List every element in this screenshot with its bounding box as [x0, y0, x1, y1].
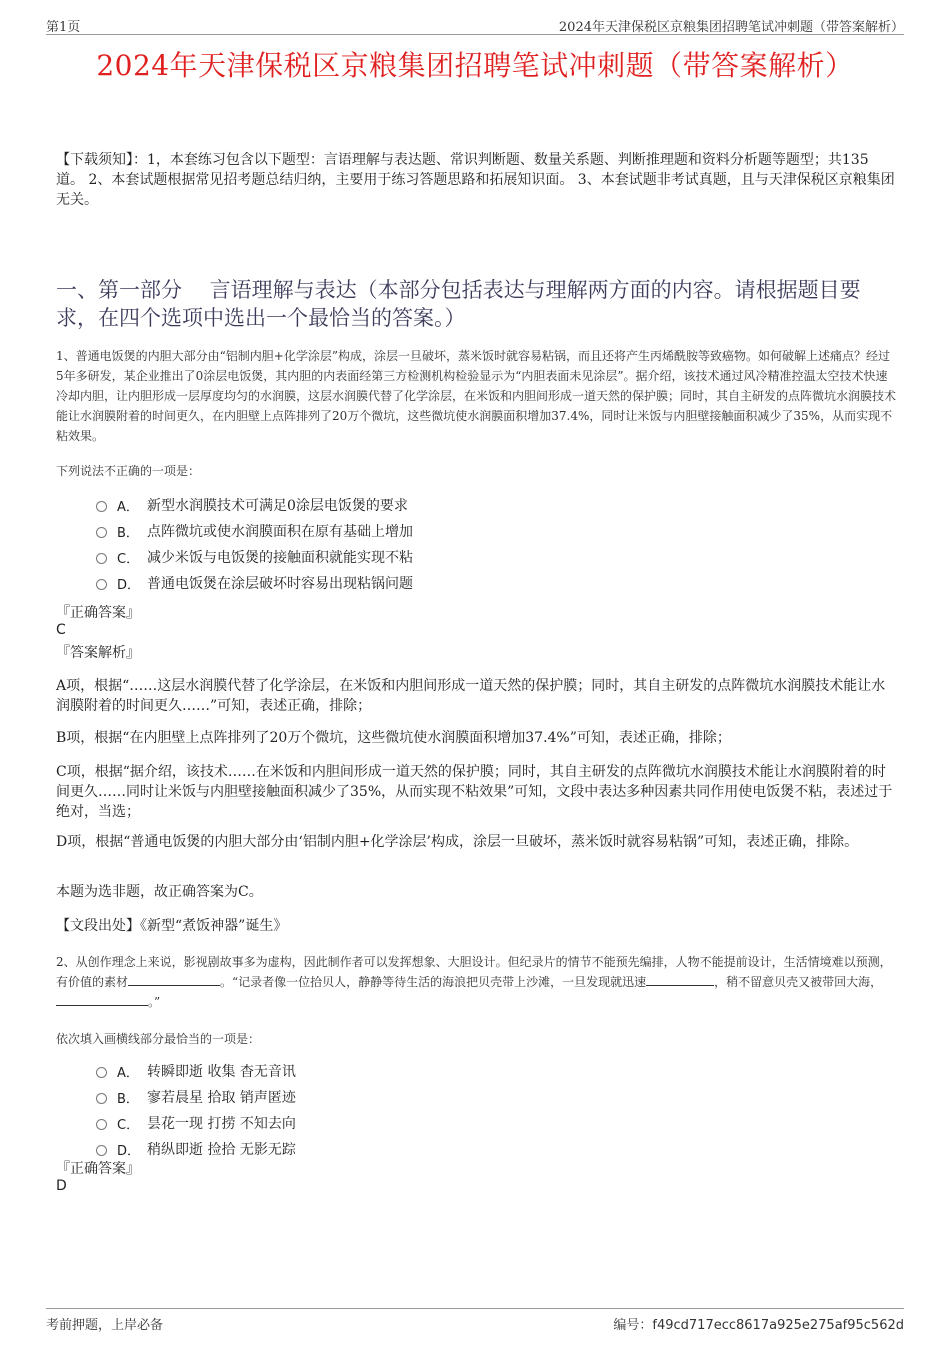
radio-icon[interactable] [96, 1067, 107, 1078]
footer-code: 编号：f49cd717ecc8617a925e275af95c562d [613, 1318, 904, 1333]
option-letter: A． [117, 499, 139, 515]
option-letter: C． [117, 1117, 140, 1133]
q2-answer-label: 『正确答案』 [56, 1161, 140, 1177]
q1-analysis-c: C项，根据“据介绍，该技术……在米饭和内胆间形成一道天然的保护膜；同时，其自主研发的点阵微坑水润膜技术能让水润膜附着的时间更久……同时让米饭与内胆壁接触面积减少了35%，从而实现不粘效果”可知，文段中表达多种因素共同作用使电饭煲不粘，表述过于绝对，当选； [56, 764, 893, 820]
q1-answer: C [56, 622, 66, 638]
q1-passage: 1、普通电饭煲的内胆大部分由“铝制内胆+化学涂层”构成，涂层一旦破坏，蒸米饭时就容易粘锅，而且还将产生丙烯酰胺等致癌物。如何破解上述痛点？经过5年多研发，某企业推出了0涂层电饭煲，其内胆的内表面经第三方检测机构检验显示为“内胆表面未见涂层”。据介绍，该技术通过风冷精准控温太空技术快速冷却内胆，让内胆形成一层厚度均匀的水润膜，这层水润膜代替了化学涂层，在米饭和内胆间形成一道天然的保护膜；同时，其自主研发的点阵微坑水润膜技术能让水润膜附着的时间更久，在内胆壁上点阵排列了20万个微坑，这些微坑使水润膜面积增加37.4%，同时让米饭与内胆壁接触面积减少了35%，从而实现不粘效果。 [56, 349, 897, 443]
option-letter: C． [117, 551, 140, 567]
radio-icon[interactable] [96, 1119, 107, 1130]
q1-option-d[interactable] [96, 570, 856, 596]
option-text: 减少米饭与电饭煲的接触面积就能实现不粘 [147, 550, 413, 566]
q1-analysis-a: A项，根据“……这层水润膜代替了化学涂层，在米饭和内胆间形成一道天然的保护膜；同时，其自主研发的点阵微坑水润膜技术能让水润膜附着的时间更久……”可知，表述正确，排除； [56, 678, 886, 714]
q2-option-b[interactable] [96, 1084, 856, 1110]
page-footer [46, 1308, 904, 1333]
radio-icon[interactable] [96, 553, 107, 564]
q1-analysis-b: B项，根据“在内胆壁上点阵排列了20万个微坑，这些微坑使水润膜面积增加37.4%”可知，表述正确，排除； [56, 730, 731, 746]
download-notice: 【下载须知】：1，本套练习包含以下题型：言语理解与表达题、常识判断题、数量关系题、判断推理题和资料分析题等题型；共135道。 2、本套试题根据常见招考题总结归纳，主要用于练习答题思路和拓展知识面。 3、本套试题非考试真题，且与天津保税区京粮集团无关。 [56, 152, 895, 208]
fill-blank-3[interactable] [56, 993, 148, 1006]
option-letter: B． [117, 1091, 139, 1107]
q1-option-b[interactable] [96, 518, 856, 544]
option-text: 点阵微坑或使水润膜面积在原有基础上增加 [147, 524, 413, 540]
option-letter: D． [117, 1143, 141, 1159]
q1-options [96, 492, 856, 596]
radio-icon[interactable] [96, 501, 107, 512]
option-text: 寥若晨星 拾取 销声匿迹 [147, 1090, 296, 1106]
q1-source: 【文段出处】《新型“煮饭神器”诞生》 [56, 918, 288, 934]
q1-prompt: 下列说法不正确的一项是： [56, 464, 201, 478]
option-text: 稍纵即逝 捡拾 无影无踪 [147, 1142, 296, 1158]
q1-option-a[interactable] [96, 492, 856, 518]
section-heading: 一、第一部分 言语理解与表达（本部分包括表达与理解两方面的内容。请根据题目要求，在四个选项中选出一个最恰当的答案。） [56, 278, 861, 330]
option-letter: D． [117, 577, 141, 593]
header-doc-name: 2024年天津保税区京粮集团招聘笔试冲刺题（带答案解析） [558, 20, 904, 35]
radio-icon[interactable] [96, 579, 107, 590]
q2-option-c[interactable] [96, 1110, 856, 1136]
q1-analysis-d: D项，根据“普通电饭煲的内胆大部分由‘铝制内胆+化学涂层’构成，涂层一旦破坏，蒸米饭时就容易粘锅”可知，表述正确，排除。 [56, 834, 859, 850]
radio-icon[interactable] [96, 527, 107, 538]
option-text: 昙花一现 打捞 不知去向 [147, 1116, 296, 1132]
q1-answer-label: 『正确答案』 [56, 605, 140, 621]
fill-blank-1[interactable] [128, 973, 220, 986]
option-text: 新型水润膜技术可满足0涂层电饭煲的要求 [147, 498, 408, 514]
footer-slogan: 考前押题，上岸必备 [46, 1318, 164, 1333]
document-title: 2024年天津保税区京粮集团招聘笔试冲刺题（带答案解析） [96, 49, 854, 82]
q2-options [96, 1058, 856, 1162]
option-text: 转瞬即逝 收集 杳无音讯 [147, 1064, 296, 1080]
q2-prompt: 依次填入画横线部分最恰当的一项是： [56, 1032, 261, 1046]
option-letter: A． [117, 1065, 139, 1081]
fill-blank-2[interactable] [646, 973, 714, 986]
q1-option-c[interactable] [96, 544, 856, 570]
q2-answer: D [56, 1178, 67, 1194]
q1-conclusion: 本题为选非题，故正确答案为C。 [56, 884, 263, 900]
q2-option-d[interactable] [96, 1136, 856, 1162]
page-number: 第1页 [46, 20, 81, 35]
option-letter: B． [117, 525, 139, 541]
option-text: 普通电饭煲在涂层破坏时容易出现粘锅问题 [147, 576, 413, 592]
radio-icon[interactable] [96, 1145, 107, 1156]
radio-icon[interactable] [96, 1093, 107, 1104]
q2-option-a[interactable] [96, 1058, 856, 1084]
q2-passage: 2、从创作理念上来说，影视剧故事多为虚构，因此制作者可以发挥想象、大胆设计。但纪录片的情节不能预先编排，人物不能提前设计，生活情境难以预测，有价值的素材 。“记录者像一位拾贝人，静静等待生活的海浪把贝壳带上沙滩，一旦发现就迅速 ，稍不留意贝壳又被带回大海，。” [56, 955, 892, 1009]
q1-analysis-label: 『答案解析』 [56, 645, 140, 661]
page-header [46, 14, 904, 35]
